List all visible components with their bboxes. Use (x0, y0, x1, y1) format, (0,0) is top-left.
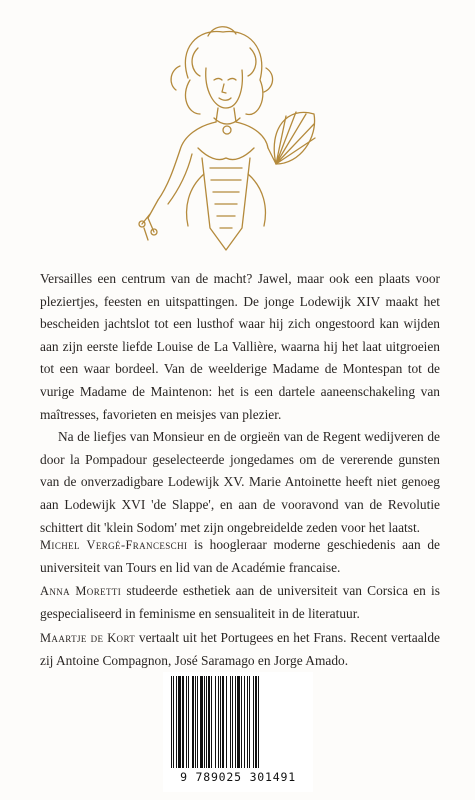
coauthor-bio (40, 580, 440, 625)
author-bio-text: is hoogleraar moderne geschiedenis aan de universiteit van Tours en lid van de Académie francaise. (40, 537, 440, 575)
coauthor-bio-text: studeerde esthetiek aan de universiteit van Corsica en is gespecialiseerd in feminisme en sensualiteit in de literatuur. (40, 583, 440, 621)
blurb-paragraph-2: Na de liefjes van Monsieur en de orgieën van de Regent wedijveren de door la Pompadour geselecteerde jongedames om de vererende gunsten van de onverzadigbare Lodewijk XV. Marie Antoinette heeft niet genoeg aan Lodewijk XVI 'de Slappe', en aan de vooravond van de Revolutie schittert dit 'klein Sodom' met zijn ongebreidelde zeden voor het laatst. (40, 429, 440, 535)
translator-bio-text: vertaalt uit het Portugees en het Frans. Recent vertaalde zij Antoine Compagnon, José Saramago en Jorge Amado. (40, 630, 440, 668)
translator-bio (40, 627, 440, 672)
barcode-bars (169, 676, 307, 772)
marie-antoinette-illustration (118, 18, 318, 268)
barcode (163, 672, 313, 792)
coauthor-name: Anna Moretti (40, 584, 122, 598)
author-bio (40, 534, 440, 579)
blurb-paragraph-1: Versailles een centrum van de macht? Jawel, maar ook een plaats voor pleziertjes, feesten en uitspattingen. De jonge Lodewijk XIV maakt het bescheiden jachtslot tot een lusthof waar hij zich ongestoord kan wijden aan zijn eerste liefde Louise de La Vallière, waarna hij het laat uitgroeien tot een waar bordeel. Van de weelderige Madame de Montespan tot de vurige Madame de Maintenon: het is een dartele aaneenschakeling van maîtresses, favorieten en meisjes van plezier. (40, 271, 440, 422)
author-name: Michel Vergé-Franceschi (40, 538, 188, 552)
isbn-number: 9 789025 301491 (180, 770, 296, 784)
back-cover-blurb (40, 268, 440, 539)
translator-name: Maartje de Kort (40, 631, 136, 645)
